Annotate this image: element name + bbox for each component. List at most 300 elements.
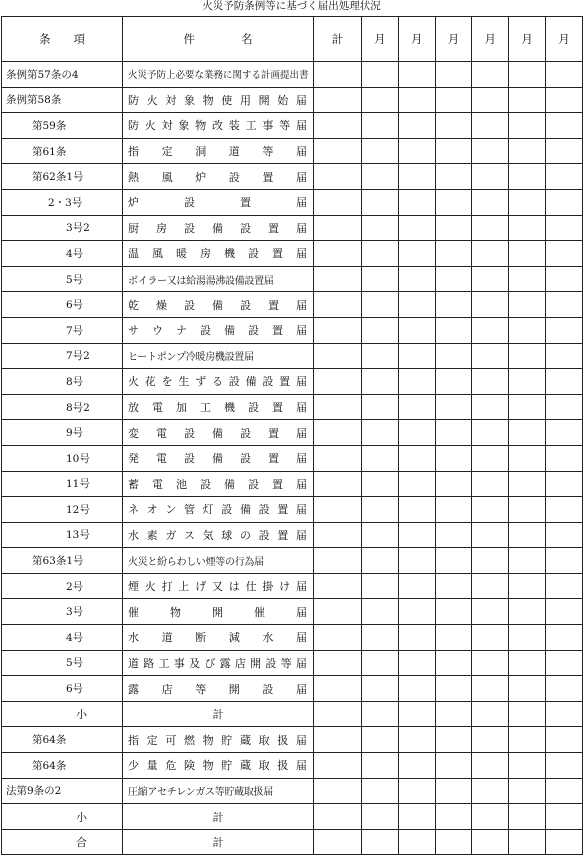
clause-cell: 第59条 bbox=[2, 113, 123, 139]
clause-cell: 12号 bbox=[2, 497, 123, 523]
month-cell bbox=[545, 394, 582, 420]
month-cell bbox=[545, 804, 582, 830]
subject-cell bbox=[123, 394, 314, 420]
month-cell bbox=[398, 599, 435, 625]
month-cell bbox=[435, 727, 472, 753]
total-cell bbox=[314, 369, 362, 395]
month-cell bbox=[362, 778, 399, 804]
total-cell bbox=[314, 522, 362, 548]
month-cell bbox=[545, 650, 582, 676]
month-cell bbox=[509, 369, 546, 395]
total-cell bbox=[314, 497, 362, 523]
subject-cell bbox=[123, 497, 314, 523]
subject-cell bbox=[123, 113, 314, 139]
clause-cell: 5号 bbox=[2, 266, 123, 292]
clause-cell: 11号 bbox=[2, 471, 123, 497]
subject-cell bbox=[123, 292, 314, 318]
month-cell bbox=[545, 471, 582, 497]
table-row bbox=[2, 625, 583, 651]
subject-cell bbox=[123, 164, 314, 190]
month-cell bbox=[472, 215, 509, 241]
month-cell bbox=[435, 471, 472, 497]
month-cell bbox=[509, 164, 546, 190]
subject-text: 放 電 加 工 機 設 置 届 bbox=[128, 401, 307, 415]
month-cell bbox=[545, 829, 582, 855]
month-cell bbox=[398, 62, 435, 88]
subject-text: ネ オ ン 管 灯 設 備 設 置 届 bbox=[128, 503, 307, 517]
report-table bbox=[1, 16, 583, 855]
month-cell bbox=[545, 138, 582, 164]
clause-cell: 3号2 bbox=[2, 215, 123, 241]
total-cell bbox=[314, 164, 362, 190]
month-cell bbox=[362, 292, 399, 318]
table-row bbox=[2, 727, 583, 753]
subject-text: 催 物 開 催 届 bbox=[128, 605, 307, 619]
subtotal-label-left: 小 bbox=[2, 701, 123, 727]
month-cell bbox=[509, 599, 546, 625]
month-cell bbox=[545, 548, 582, 574]
clause-cell: 4号 bbox=[2, 241, 123, 267]
table-row bbox=[2, 113, 583, 139]
month-cell bbox=[362, 266, 399, 292]
subject-cell bbox=[123, 599, 314, 625]
month-cell bbox=[362, 471, 399, 497]
clause-cell: 7号2 bbox=[2, 343, 123, 369]
clause-cell: 5号 bbox=[2, 650, 123, 676]
month-cell bbox=[545, 778, 582, 804]
month-cell bbox=[472, 548, 509, 574]
subject-text: 少 量 危 険 物 貯 蔵 取 扱 届 bbox=[128, 759, 307, 773]
total-cell bbox=[314, 343, 362, 369]
month-cell bbox=[398, 394, 435, 420]
month-cell bbox=[545, 164, 582, 190]
month-cell bbox=[362, 369, 399, 395]
month-cell bbox=[545, 343, 582, 369]
total-cell bbox=[314, 241, 362, 267]
month-cell bbox=[509, 241, 546, 267]
month-cell bbox=[509, 445, 546, 471]
subject-cell bbox=[123, 522, 314, 548]
page-title: 火災予防条例等に基づく届出処理状況 bbox=[202, 0, 381, 12]
month-cell bbox=[398, 625, 435, 651]
month-cell bbox=[398, 266, 435, 292]
month-cell bbox=[435, 164, 472, 190]
subtotal-label-right: 計 bbox=[123, 804, 314, 830]
month-cell bbox=[435, 650, 472, 676]
month-cell bbox=[398, 87, 435, 113]
subject-text: 指 定 洞 道 等 届 bbox=[128, 145, 307, 159]
month-cell bbox=[398, 676, 435, 702]
month-cell bbox=[472, 164, 509, 190]
month-cell bbox=[472, 497, 509, 523]
month-cell bbox=[472, 778, 509, 804]
month-cell bbox=[545, 676, 582, 702]
month-cell bbox=[398, 829, 435, 855]
month-cell bbox=[545, 369, 582, 395]
month-cell bbox=[472, 266, 509, 292]
month-cell bbox=[509, 497, 546, 523]
month-cell bbox=[398, 241, 435, 267]
month-cell bbox=[472, 599, 509, 625]
month-cell bbox=[472, 650, 509, 676]
month-cell bbox=[435, 676, 472, 702]
month-cell bbox=[509, 394, 546, 420]
total-cell bbox=[314, 599, 362, 625]
clause-cell: 第64条 bbox=[2, 753, 123, 779]
subtotal-label-right: 計 bbox=[123, 701, 314, 727]
month-cell bbox=[398, 727, 435, 753]
total-cell bbox=[314, 778, 362, 804]
month-cell bbox=[398, 701, 435, 727]
total-cell bbox=[314, 215, 362, 241]
subject-text: 熱 風 炉 設 置 届 bbox=[128, 170, 307, 184]
table-row bbox=[2, 650, 583, 676]
month-cell bbox=[472, 829, 509, 855]
subject-cell: 火災予防上必要な業務に関する計画提出書 bbox=[123, 62, 314, 88]
header-row bbox=[2, 17, 583, 62]
clause-cell: 法第9条の2 bbox=[2, 778, 123, 804]
month-cell bbox=[362, 701, 399, 727]
month-cell bbox=[435, 522, 472, 548]
month-cell bbox=[435, 599, 472, 625]
month-cell bbox=[435, 829, 472, 855]
month-cell bbox=[435, 701, 472, 727]
month-cell bbox=[398, 573, 435, 599]
month-cell bbox=[362, 650, 399, 676]
clause-header: 条 項 bbox=[2, 17, 123, 62]
month-cell bbox=[472, 317, 509, 343]
month-cell bbox=[509, 625, 546, 651]
month-cell bbox=[509, 701, 546, 727]
month-cell bbox=[545, 727, 582, 753]
clause-cell: 9号 bbox=[2, 420, 123, 446]
total-cell bbox=[314, 753, 362, 779]
month-cell bbox=[362, 317, 399, 343]
table-row bbox=[2, 62, 583, 88]
total-cell bbox=[314, 317, 362, 343]
table-row bbox=[2, 189, 583, 215]
month-cell bbox=[545, 599, 582, 625]
month-cell bbox=[509, 317, 546, 343]
month-cell bbox=[545, 292, 582, 318]
clause-cell: 4号 bbox=[2, 625, 123, 651]
month-cell bbox=[362, 548, 399, 574]
clause-cell: 3号 bbox=[2, 599, 123, 625]
table-row bbox=[2, 138, 583, 164]
subject-text: 露 店 等 開 設 届 bbox=[128, 682, 307, 696]
month-cell bbox=[545, 62, 582, 88]
subject-text: サ ウ ナ 設 備 設 置 届 bbox=[128, 324, 307, 338]
month-cell bbox=[472, 292, 509, 318]
month-cell bbox=[545, 445, 582, 471]
month-cell bbox=[398, 548, 435, 574]
month-cell bbox=[435, 753, 472, 779]
clause-cell: 条例第57条の4 bbox=[2, 62, 123, 88]
subject-cell bbox=[123, 87, 314, 113]
month-cell bbox=[362, 420, 399, 446]
month-cell bbox=[509, 548, 546, 574]
table-body bbox=[2, 62, 583, 855]
month-cell bbox=[435, 497, 472, 523]
total-cell bbox=[314, 625, 362, 651]
month-cell bbox=[362, 343, 399, 369]
total-cell bbox=[314, 573, 362, 599]
month-cell bbox=[362, 215, 399, 241]
clause-cell: 8号2 bbox=[2, 394, 123, 420]
month-cell bbox=[472, 189, 509, 215]
month-cell bbox=[509, 573, 546, 599]
total-cell bbox=[314, 676, 362, 702]
month-cell bbox=[472, 727, 509, 753]
table-row bbox=[2, 676, 583, 702]
month-cell bbox=[398, 753, 435, 779]
month-cell bbox=[509, 138, 546, 164]
subtotal-row bbox=[2, 829, 583, 855]
month-cell bbox=[435, 317, 472, 343]
month-cell bbox=[545, 189, 582, 215]
month-cell bbox=[472, 804, 509, 830]
month-cell bbox=[435, 87, 472, 113]
month-cell bbox=[545, 497, 582, 523]
clause-cell: 第61条 bbox=[2, 138, 123, 164]
subtotal-label-left: 小 bbox=[2, 804, 123, 830]
clause-cell: 第63条1号 bbox=[2, 548, 123, 574]
month-cell bbox=[509, 113, 546, 139]
table-row bbox=[2, 87, 583, 113]
total-cell bbox=[314, 113, 362, 139]
subject-cell: 火災と紛らわしい煙等の行為届 bbox=[123, 548, 314, 574]
month-cell bbox=[545, 573, 582, 599]
month-cell bbox=[398, 420, 435, 446]
table-row bbox=[2, 369, 583, 395]
month-cell bbox=[509, 753, 546, 779]
month-cell bbox=[472, 241, 509, 267]
subject-text: 防 火 対 象 物 改 装 工 事 等 届 bbox=[128, 119, 307, 133]
month-cell bbox=[435, 62, 472, 88]
month-cell bbox=[545, 241, 582, 267]
month-cell bbox=[435, 420, 472, 446]
subject-cell bbox=[123, 445, 314, 471]
total-cell bbox=[314, 189, 362, 215]
clause-cell: 7号 bbox=[2, 317, 123, 343]
month-header: 月 bbox=[362, 17, 399, 62]
total-cell bbox=[314, 471, 362, 497]
month-cell bbox=[435, 625, 472, 651]
month-cell bbox=[398, 471, 435, 497]
month-cell bbox=[472, 138, 509, 164]
total-cell bbox=[314, 650, 362, 676]
subject-cell: ボイラー又は給湯湯沸設備設置届 bbox=[123, 266, 314, 292]
month-cell bbox=[362, 62, 399, 88]
subject-cell bbox=[123, 317, 314, 343]
month-cell bbox=[435, 778, 472, 804]
month-cell bbox=[435, 445, 472, 471]
month-cell bbox=[545, 701, 582, 727]
subject-cell bbox=[123, 138, 314, 164]
table-row bbox=[2, 573, 583, 599]
month-cell bbox=[509, 829, 546, 855]
month-cell bbox=[398, 778, 435, 804]
total-cell bbox=[314, 445, 362, 471]
subject-text: 炉 設 置 届 bbox=[128, 196, 307, 210]
month-cell bbox=[472, 753, 509, 779]
month-cell bbox=[398, 497, 435, 523]
clause-cell: 2号 bbox=[2, 573, 123, 599]
month-cell bbox=[362, 445, 399, 471]
subject-text: 水 道 断 減 水 届 bbox=[128, 631, 307, 645]
month-cell bbox=[509, 471, 546, 497]
total-cell bbox=[314, 420, 362, 446]
month-cell bbox=[362, 189, 399, 215]
subject-text: 温 風 暖 房 機 設 置 届 bbox=[128, 247, 307, 261]
month-cell bbox=[509, 189, 546, 215]
subject-cell: ヒートポンプ冷暖房機設置届 bbox=[123, 343, 314, 369]
total-cell bbox=[314, 394, 362, 420]
month-cell bbox=[545, 625, 582, 651]
month-cell bbox=[545, 753, 582, 779]
clause-cell: 条例第58条 bbox=[2, 87, 123, 113]
month-header: 月 bbox=[398, 17, 435, 62]
subject-cell bbox=[123, 241, 314, 267]
month-cell bbox=[362, 522, 399, 548]
month-cell bbox=[435, 292, 472, 318]
total-header: 計 bbox=[314, 17, 362, 62]
month-cell bbox=[472, 573, 509, 599]
table-row bbox=[2, 343, 583, 369]
month-cell bbox=[435, 548, 472, 574]
month-header: 月 bbox=[545, 17, 582, 62]
month-cell bbox=[398, 650, 435, 676]
table-row bbox=[2, 317, 583, 343]
subject-text: 変 電 設 備 設 置 届 bbox=[128, 426, 307, 440]
subject-text: 乾 燥 設 備 設 置 届 bbox=[128, 298, 307, 312]
month-cell bbox=[362, 829, 399, 855]
month-cell bbox=[362, 241, 399, 267]
month-cell bbox=[362, 573, 399, 599]
total-cell bbox=[314, 727, 362, 753]
month-cell bbox=[472, 701, 509, 727]
subtotal-row bbox=[2, 701, 583, 727]
clause-cell: 2・3号 bbox=[2, 189, 123, 215]
subject-text: 水 素 ガ ス 気 球 の 設 置 届 bbox=[128, 528, 307, 542]
month-cell bbox=[362, 394, 399, 420]
month-cell bbox=[509, 87, 546, 113]
subject-text: 煙 火 打 上 げ 又 は 仕 掛 け 届 bbox=[128, 580, 307, 594]
month-cell bbox=[435, 215, 472, 241]
total-cell bbox=[314, 548, 362, 574]
month-cell bbox=[472, 676, 509, 702]
month-cell bbox=[472, 113, 509, 139]
table-row bbox=[2, 215, 583, 241]
month-cell bbox=[509, 676, 546, 702]
month-cell bbox=[545, 317, 582, 343]
clause-cell: 13号 bbox=[2, 522, 123, 548]
table-row bbox=[2, 548, 583, 574]
month-cell bbox=[362, 727, 399, 753]
month-cell bbox=[509, 266, 546, 292]
subtotal-label-right: 計 bbox=[123, 829, 314, 855]
subject-text: 発 電 設 備 設 置 届 bbox=[128, 452, 307, 466]
month-cell bbox=[362, 804, 399, 830]
subject-cell bbox=[123, 676, 314, 702]
total-cell bbox=[314, 829, 362, 855]
month-cell bbox=[545, 215, 582, 241]
month-cell bbox=[398, 522, 435, 548]
month-cell bbox=[398, 804, 435, 830]
month-cell bbox=[472, 471, 509, 497]
subject-text: 火 花 を 生 ず る 設 備 設 置 届 bbox=[128, 375, 307, 389]
month-cell bbox=[398, 215, 435, 241]
month-cell bbox=[472, 343, 509, 369]
clause-cell: 6号 bbox=[2, 292, 123, 318]
month-cell bbox=[362, 676, 399, 702]
clause-cell: 8号 bbox=[2, 369, 123, 395]
month-cell bbox=[398, 189, 435, 215]
month-cell bbox=[509, 650, 546, 676]
table-row bbox=[2, 420, 583, 446]
subject-cell bbox=[123, 471, 314, 497]
subject-cell bbox=[123, 215, 314, 241]
subject-text: 道 路 工 事 及 び 露 店 開 設 等 届 bbox=[128, 656, 307, 670]
table-row bbox=[2, 241, 583, 267]
month-cell bbox=[398, 317, 435, 343]
table-row bbox=[2, 394, 583, 420]
month-cell bbox=[545, 113, 582, 139]
month-cell bbox=[362, 625, 399, 651]
total-cell bbox=[314, 87, 362, 113]
month-cell bbox=[509, 62, 546, 88]
subject-cell bbox=[123, 573, 314, 599]
month-cell bbox=[398, 164, 435, 190]
clause-cell: 10号 bbox=[2, 445, 123, 471]
month-cell bbox=[362, 138, 399, 164]
subject-cell: 圧縮アセチレンガス等貯蔵取扱届 bbox=[123, 778, 314, 804]
table-row bbox=[2, 445, 583, 471]
month-cell bbox=[509, 343, 546, 369]
total-cell bbox=[314, 804, 362, 830]
table-row bbox=[2, 753, 583, 779]
month-cell bbox=[435, 369, 472, 395]
subject-cell bbox=[123, 753, 314, 779]
table-row bbox=[2, 522, 583, 548]
subject-header: 件 名 bbox=[123, 17, 314, 62]
clause-cell: 第64条 bbox=[2, 727, 123, 753]
month-cell bbox=[435, 573, 472, 599]
month-header: 月 bbox=[509, 17, 546, 62]
month-cell bbox=[472, 87, 509, 113]
table-row bbox=[2, 266, 583, 292]
total-cell bbox=[314, 266, 362, 292]
clause-cell: 第62条1号 bbox=[2, 164, 123, 190]
total-cell bbox=[314, 701, 362, 727]
month-cell bbox=[472, 420, 509, 446]
month-cell bbox=[472, 62, 509, 88]
subject-cell bbox=[123, 625, 314, 651]
month-cell bbox=[545, 87, 582, 113]
month-cell bbox=[545, 420, 582, 446]
month-cell bbox=[472, 625, 509, 651]
table-row bbox=[2, 471, 583, 497]
month-cell bbox=[509, 804, 546, 830]
month-cell bbox=[435, 241, 472, 267]
total-cell bbox=[314, 62, 362, 88]
subject-cell bbox=[123, 727, 314, 753]
month-cell bbox=[362, 87, 399, 113]
month-header: 月 bbox=[472, 17, 509, 62]
month-cell bbox=[435, 343, 472, 369]
month-cell bbox=[362, 113, 399, 139]
table-row bbox=[2, 599, 583, 625]
